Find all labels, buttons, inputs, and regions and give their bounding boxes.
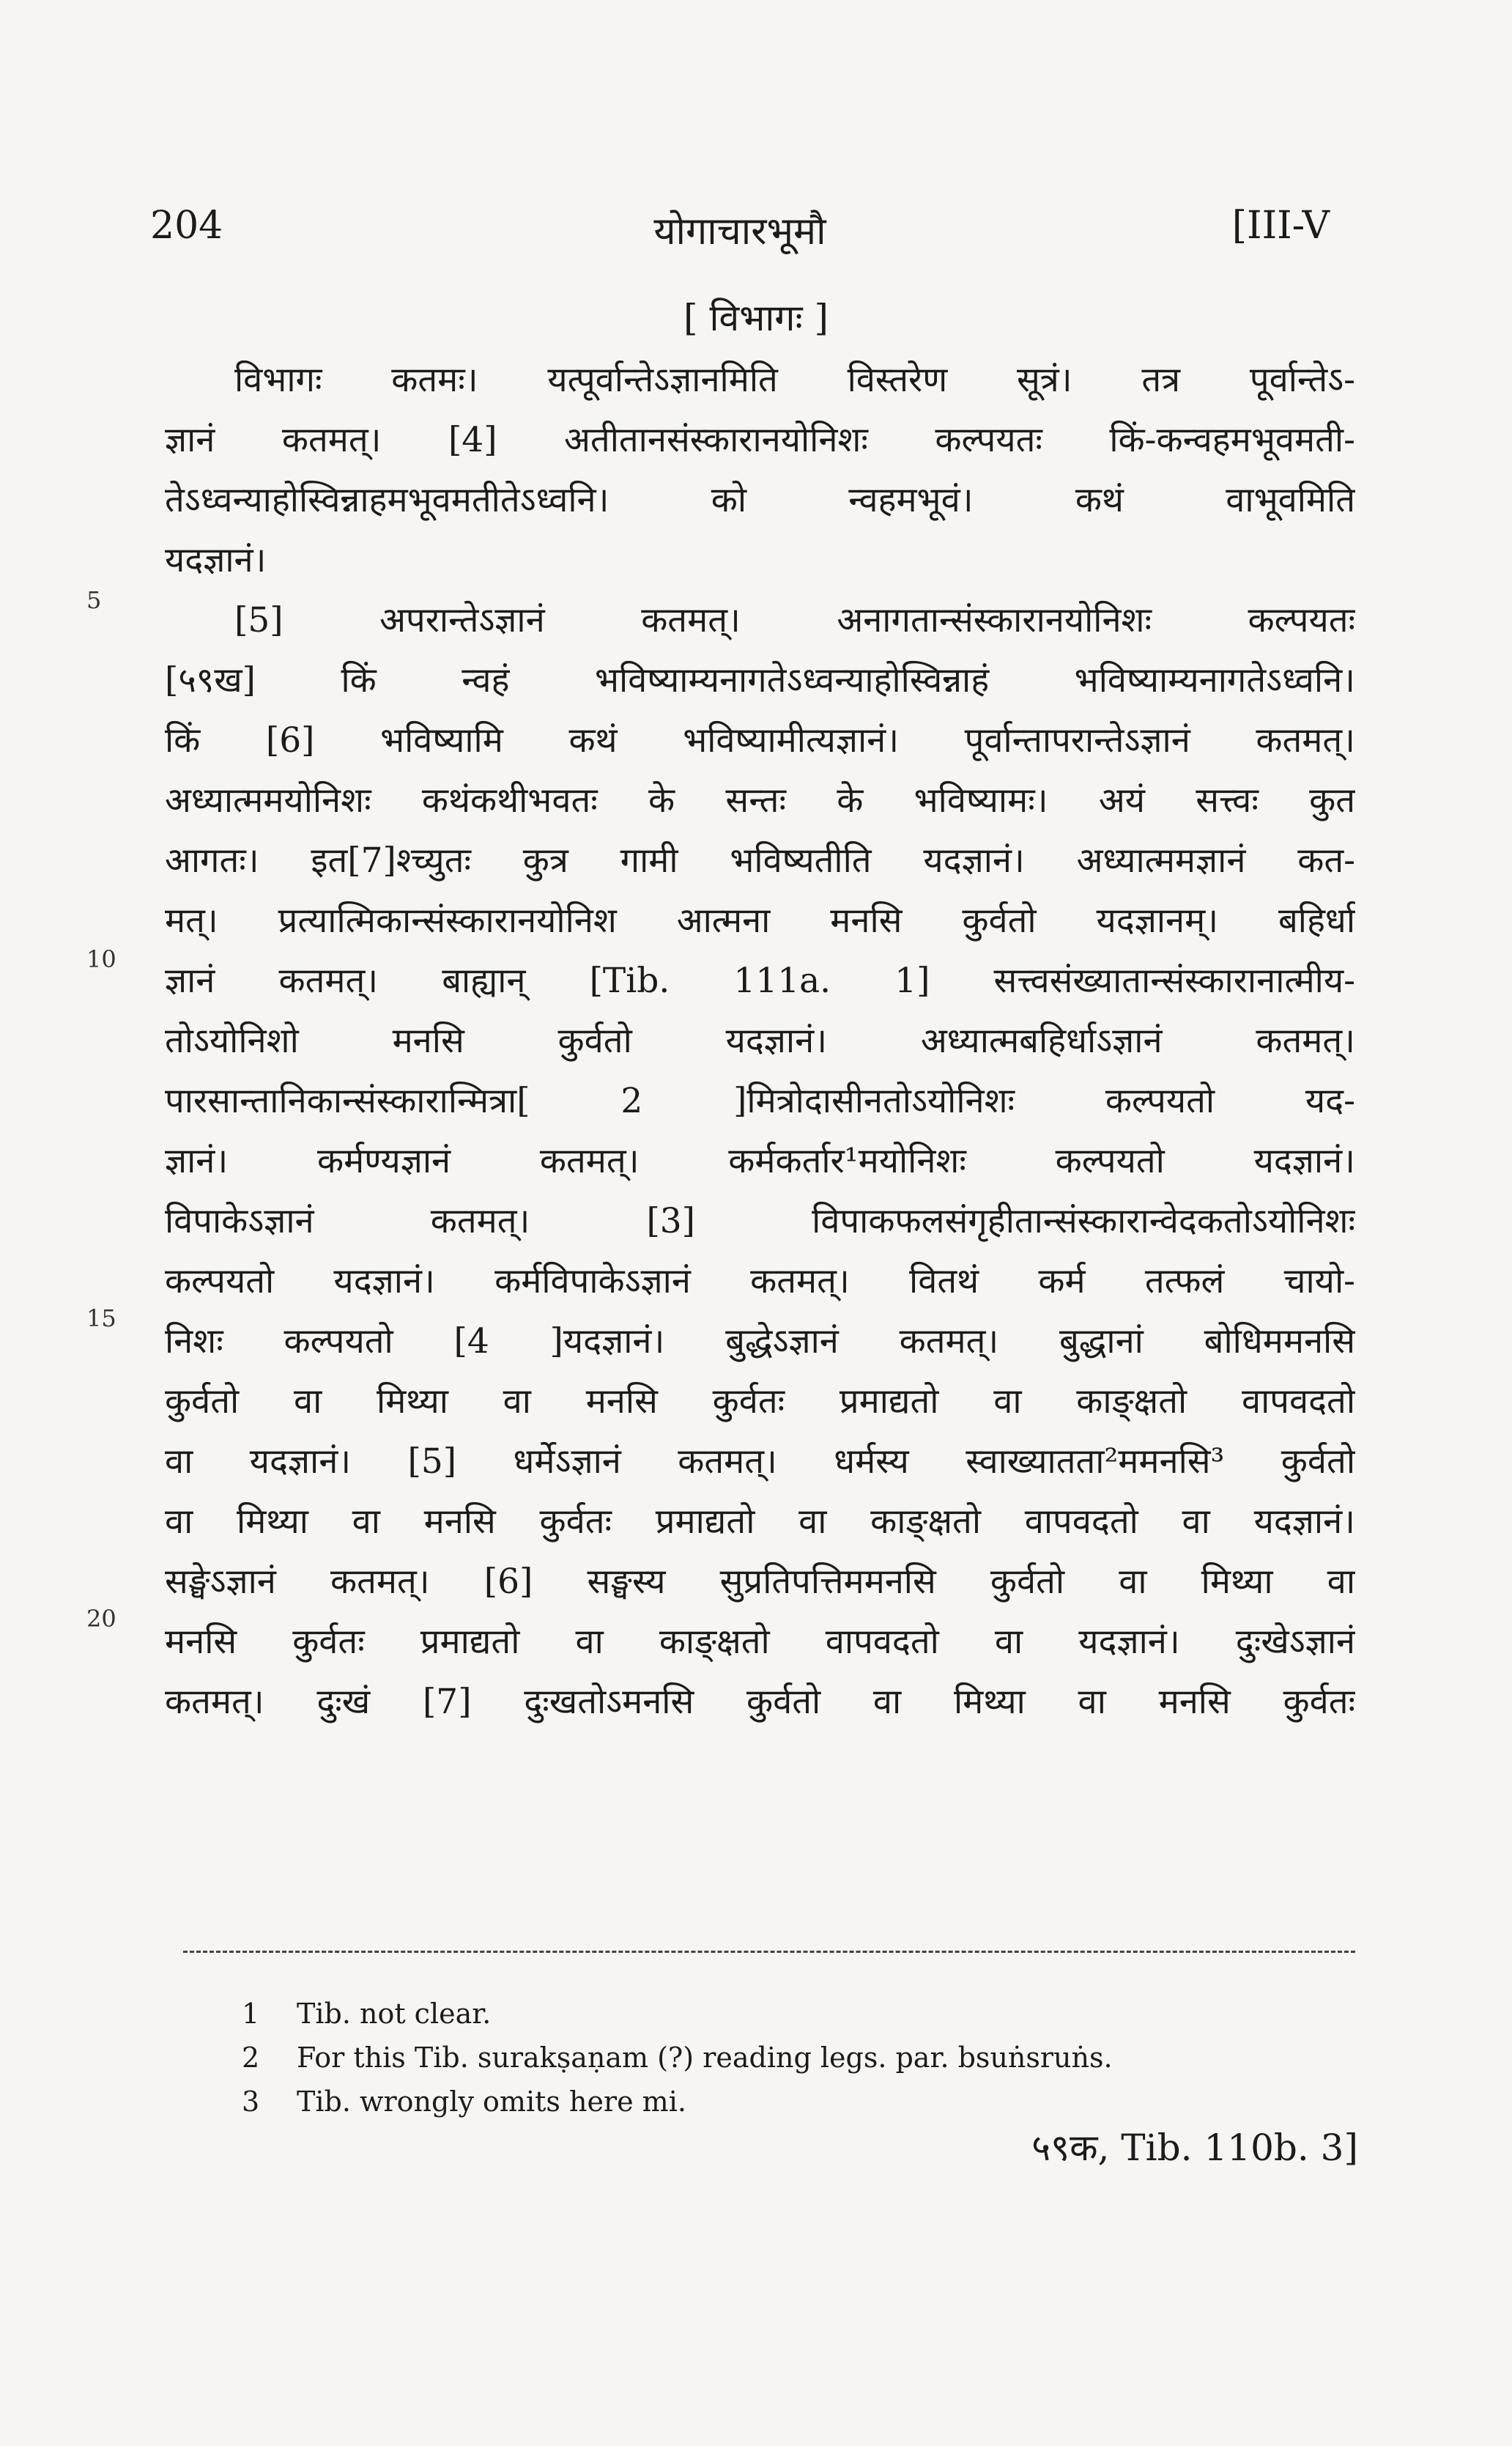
text-line: ज्ञानं। कर्मण्यज्ञानं कतमत्। कर्मकर्तार¹मयोनिशः कल्पयतो यदज्ञानं। [165,1141,1355,1181]
text-line: यदज्ञानं। [165,540,267,580]
footnote-number: 2 [242,2042,260,2074]
footnote [242,1992,1355,2036]
footnote-number: 3 [242,2085,260,2118]
text-line: किं [6] भविष्यामि कथं भविष्यामीत्यज्ञानं। पूर्वान्तापरान्तेऽज्ञानं कतमत्। [165,720,1355,761]
line-number: 10 [86,945,116,973]
text-line: आगतः। इत[7]श्च्युतः कुत्र गामी भविष्यतीति यदज्ञानं। अध्यात्ममज्ञानं कत- [165,840,1355,881]
text-line: ज्ञानं कतमत्। [4] अतीतानसंस्कारानयोनिशः कल्पयतः किं-कन्वहमभूवमती- [165,420,1355,460]
text-line: तोऽयोनिशो मनसि कुर्वतो यदज्ञानं। अध्यात्मबहिर्धाऽज्ञानं कतमत्। [165,1021,1355,1061]
running-title: योगाचारभूमौ [653,210,826,254]
text-line: विपाकेऽज्ञानं कतमत्। [3] विपाकफलसंगृहीतान्संस्कारान्वेदकतोऽयोनिशः [165,1201,1355,1241]
text-line: कल्पयतो यदज्ञानं। कर्मविपाकेऽज्ञानं कतमत्। वितथं कर्म तत्फलं चायो- [165,1261,1355,1301]
page-header [150,204,1330,262]
line-number: 20 [86,1605,116,1633]
text-line: निशः कल्पयतो [4 ]यदज्ञानं। बुद्धेऽज्ञानं कतमत्। बुद्धानां बोधिममनसि [165,1321,1355,1361]
body-text [165,350,1355,1732]
section-heading: [ विभागः ] [683,297,829,339]
folio-reference: ५९क, Tib. 110b. 3] [1031,2127,1358,2169]
footnote-text: Tib. wrongly omits here mi. [297,2085,686,2118]
page-number: 204 [150,204,223,248]
text-line: कुर्वतो वा मिथ्या वा मनसि कुर्वतः प्रमाद्यतो वा काङ्क्षतो वापवदतो [165,1381,1355,1422]
text-line: [5] अपरान्तेऽज्ञानं कतमत्। अनागतान्संस्कारानयोनिशः कल्पयतः [234,600,1355,640]
footnote-text: For this Tib. surakṣaṇam (?) reading legs. par. bsuṅsruṅs. [297,2042,1113,2074]
text-line: सङ्घेऽज्ञानं कतमत्। [6] सङ्घस्य सुप्रतिपत्तिममनसि कुर्वतो वा मिथ्या वा [165,1562,1355,1602]
text-line: कतमत्। दुःखं [7] दुःखतोऽमनसि कुर्वतो वा मिथ्या वा मनसि कुर्वतः [165,1682,1355,1722]
text-line: अध्यात्ममयोनिशः कथंकथीभवतः के सन्तः के भविष्यामः। अयं सत्त्वः कुत [165,780,1355,821]
text-line: [५९ख] किं न्वहं भविष्याम्यनागतेऽध्वन्याहोस्विन्नाहं भविष्याम्यनागतेऽध्वनि। [165,660,1355,701]
text-line: मत्। प्रत्यात्मिकान्संस्कारानयोनिश आत्मना मनसि कुर्वतो यदज्ञानम्। बहिर्धा [165,901,1355,941]
text-line: ज्ञानं कतमत्। बाह्यान् [Tib. 111a. 1] सत्त्वसंख्यातान्संस्कारानात्मीय- [165,961,1355,1001]
footnote-text: Tib. not clear. [297,1998,492,2030]
text-line: तेऽध्वन्याहोस्विन्नाहमभूवमतीतेऽध्वनि। को न्वहमभूवं। कथं वाभूवमिति [165,480,1355,520]
footnote [242,2080,1355,2124]
footnote-number: 1 [242,1998,260,2030]
text-line: पारसान्तानिकान्संस्कारान्मित्रा[ 2 ]मित्रोदासीनतोऽयोनिशः कल्पयतो यद- [165,1081,1355,1121]
footnote [242,2036,1355,2080]
text-line: वा मिथ्या वा मनसि कुर्वतः प्रमाद्यतो वा काङ्क्षतो वापवदतो वा यदज्ञानं। [165,1501,1355,1542]
text-line: मनसि कुर्वतः प्रमाद्यतो वा काङ्क्षतो वापवदतो वा यदज्ञानं। दुःखेऽज्ञानं [165,1622,1355,1662]
line-number: 15 [86,1304,116,1332]
footnote-divider [183,1951,1355,1953]
line-number: 5 [86,586,102,614]
text-line: वा यदज्ञानं। [5] धर्मेऽज्ञानं कतमत्। धर्मस्य स्वाख्यातता²ममनसि³ कुर्वतो [165,1441,1355,1482]
footnotes [242,1992,1355,2124]
text-line: विभागः कतमः। यत्पूर्वान्तेऽज्ञानमिति विस्तरेण सूत्रं। तत्र पूर्वान्तेऽ- [234,360,1355,400]
section-reference: [III-V [1231,204,1330,248]
